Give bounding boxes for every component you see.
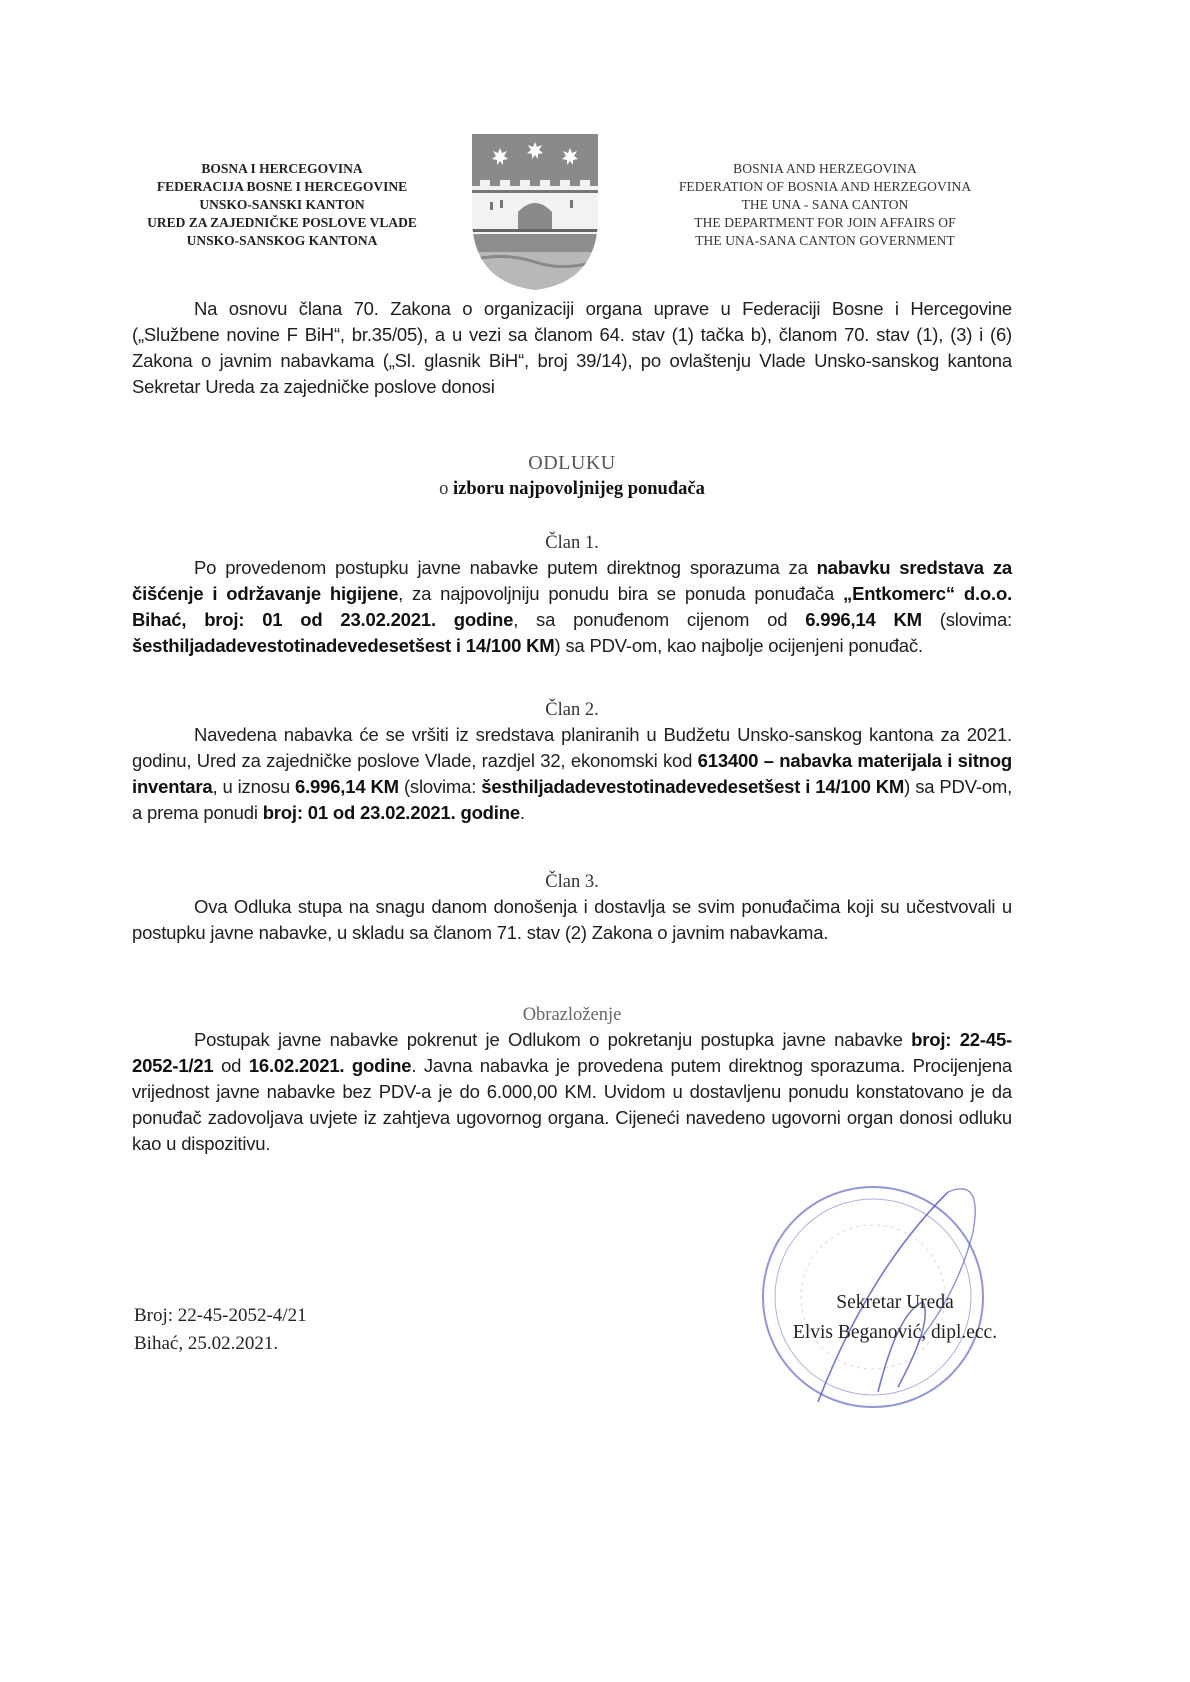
emphasized-text: nabavku sredstava za čišćenje i održavanje higijene — [132, 557, 1012, 604]
article-2-heading: Član 2. — [545, 700, 599, 720]
header-line: UNSKO-SANSKOG KANTONA — [186, 233, 378, 248]
article-3-body — [132, 894, 1012, 946]
emphasized-text: broj: 22-45-2052-1/21 — [132, 1029, 1012, 1076]
text-run: (slovima: — [921, 609, 1012, 630]
reasoning-body — [132, 1027, 1012, 1157]
header-line: URED ZA ZAJEDNIČKE POSLOVE VLADE — [147, 215, 417, 230]
document-reference — [134, 1302, 307, 1358]
document-number: Broj: 22-45-2052-4/21 — [134, 1305, 307, 1326]
text-run: Postupak javne nabavke pokrenut je Odlukom o pokretanju postupka javne nabavke — [194, 1029, 912, 1050]
preamble: Na osnovu člana 70. Zakona o organizaciji organa uprave u Federaciji Bosne i Hercegovine („Službene novine F BiH“, br.35/05), a u vezi sa članom 64. stav (1) tačka b), članom 70. stav (1), (3) i (6) Zakona o javnim nabavkama („Sl. glasnik BiH“, broj 39/14), po ovlaštenju Vlade Unsko-sanskog kantona Sekretar Ureda za zajedničke poslove donosi — [132, 298, 1012, 397]
header-bosnian — [112, 160, 452, 250]
text-run: (slovima: — [398, 776, 482, 797]
text-run: , za najpovoljniju ponudu bira se ponuda ponuđača — [398, 583, 844, 604]
article-2-body — [132, 722, 1012, 826]
emphasized-text: 613400 – nabavka materijala i sitnog inventara — [132, 750, 1012, 797]
header-line: THE DEPARTMENT FOR JOIN AFFAIRS OF — [694, 215, 956, 230]
subtitle-text: izboru najpovoljnijeg ponuđača — [453, 479, 705, 499]
text-run: ) sa PDV-om, kao najbolje ocijenjeni ponuđač. — [554, 635, 923, 656]
article-1-heading: Član 1. — [545, 533, 599, 553]
place-and-date: Bihać, 25.02.2021. — [134, 1333, 279, 1354]
header-line: BOSNIA AND HERZEGOVINA — [733, 161, 917, 176]
document-title: ODLUKU — [528, 452, 616, 474]
emphasized-text: 6.996,14 KM — [295, 776, 399, 797]
article-1-body — [132, 555, 1012, 659]
emphasized-text: broj: 01 od 23.02.2021. godine — [262, 802, 520, 823]
text-run: od — [213, 1055, 249, 1076]
document-subtitle — [132, 479, 1012, 500]
coat-of-arms-icon — [470, 132, 600, 292]
signatory-name: Elvis Beganović, dipl.ecc. — [792, 1322, 998, 1343]
text-run: , u iznosu — [212, 776, 296, 797]
text-run: Ova Odluka stupa na snagu danom donošenja i dostavlja se svim ponuđačima koji su učestvovali u postupku javne nabavke, u skladu sa članom 71. stav (2) Zakona o javnim nabavkama. — [132, 896, 1012, 943]
emphasized-text: 6.996,14 KM — [805, 609, 922, 630]
subtitle-prefix: o — [439, 479, 453, 499]
header-line: UNSKO-SANSKI KANTON — [199, 197, 365, 212]
emphasized-text: „Entkomerc“ d.o.o. Bihać, broj: 01 od 23.02.2021. godine — [132, 583, 1013, 630]
emphasized-text: šesthiljadadevestotinadevedesetšest i 14/100 KM — [132, 635, 555, 656]
emphasized-text: šesthiljadadevestotinadevedesetšest i 14/100 KM — [481, 776, 905, 797]
header-line: FEDERATION OF BOSNIA AND HERZEGOVINA — [678, 179, 972, 194]
text-run: , sa ponuđenom cijenom od — [513, 609, 806, 630]
header-line: THE UNA - SANA CANTON — [741, 197, 909, 212]
article-3-heading: Član 3. — [545, 872, 599, 892]
emphasized-text: 16.02.2021. godine — [248, 1055, 412, 1076]
text-run: . — [519, 802, 525, 823]
header-line: FEDERACIJA BOSNE I HERCEGOVINE — [156, 179, 408, 194]
text-run: . Javna nabavka je provedena putem direktnog sporazuma. Procijenjena vrijednost javne nabavke bez PDV-a je do 6.000,00 KM. Uvidom u dostavljenu ponudu konstatovano je da ponuđač zadovoljava uvjete iz zahtjeva ugovornog organa. Cijeneći navedeno ugovorni organ donosi odluku kao u dispozitivu. — [132, 1055, 1012, 1154]
header-line: BOSNA I HERCEGOVINA — [201, 161, 363, 176]
header-english — [635, 160, 1015, 250]
signature-block — [770, 1288, 1020, 1348]
header-line: THE UNA-SANA CANTON GOVERNMENT — [695, 233, 955, 248]
text-run: Navedena nabavka će se vršiti iz sredstava planiranih u Budžetu Unsko-sanskog kantona za 2021. godinu, Ured za zajedničke poslove Vlade, razdjel 32, ekonomski kod — [132, 724, 1012, 771]
signatory-role: Sekretar Ureda — [836, 1292, 954, 1313]
text-run: ) sa PDV-om, a prema ponudi — [132, 776, 1013, 823]
reasoning-heading: Obrazloženje — [522, 1005, 622, 1025]
text-run: Po provedenom postupku javne nabavke putem direktnog sporazuma za — [194, 557, 817, 578]
